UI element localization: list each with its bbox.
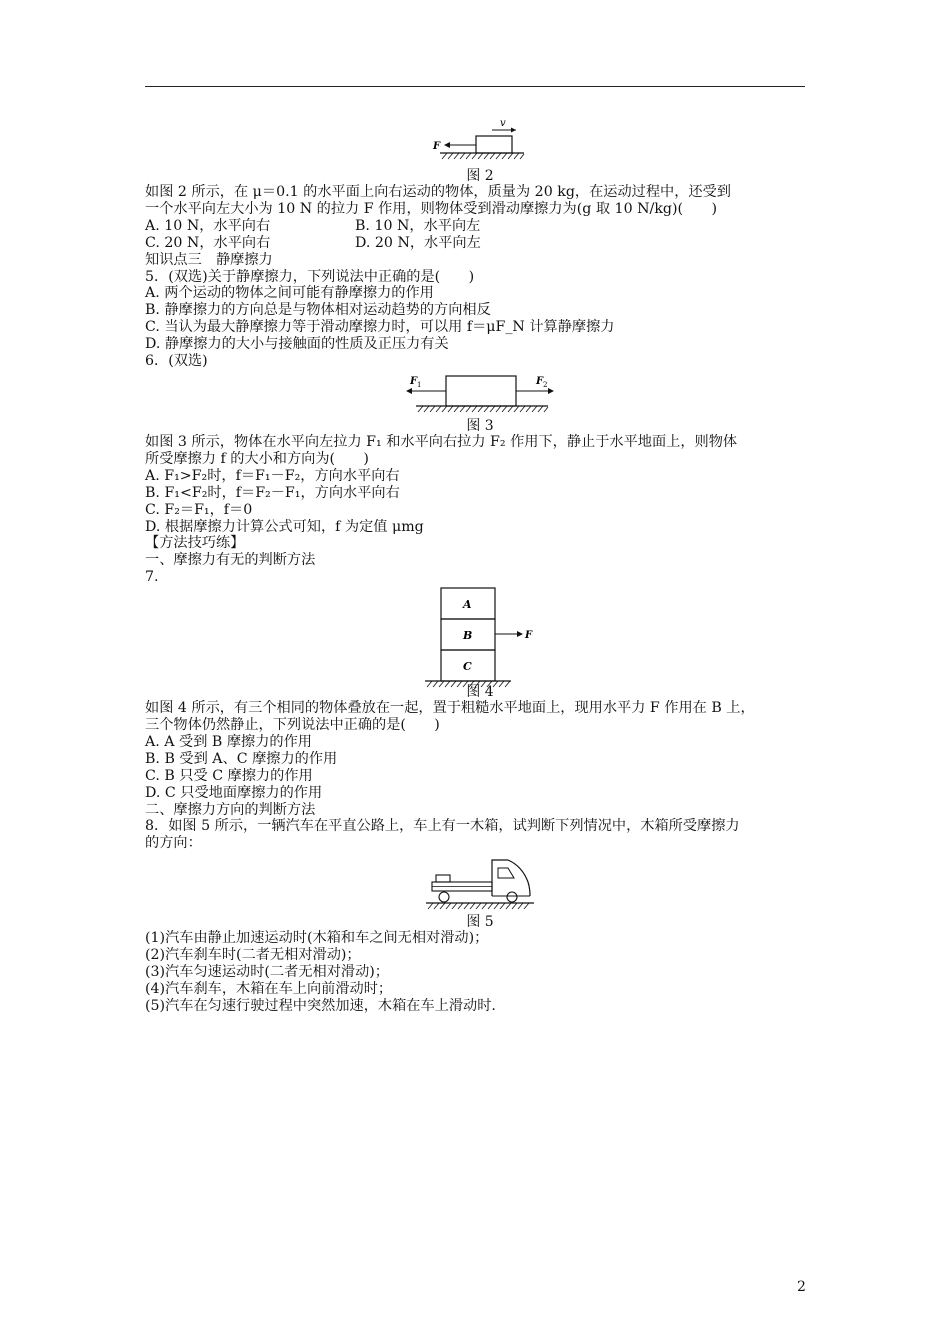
page-content [145, 116, 815, 1015]
figure-3 [145, 370, 815, 434]
q6-stem-line1: 如图 3 所示，物体在水平向左拉力 F₁ 和水平向右拉力 F₂ 作用下，静止于水平地面上，则物体 [145, 433, 738, 450]
block [446, 376, 516, 406]
q8-situation-1: (1)汽车由静止加速运动时(木箱和车之间无相对滑动)； [145, 930, 489, 947]
method-1-heading: 一、摩擦力有无的判断方法 [145, 552, 316, 569]
q6-option-a: A. F₁>F₂时，f＝F₁－F₂，方向水平向右 [145, 467, 400, 484]
method-practice-heading: 【方法技巧练】 [145, 535, 245, 552]
q8-situation-2: (2)汽车刹车时(二者无相对滑动)； [145, 947, 361, 964]
q8-situation-4: (4)汽车刹车，木箱在车上向前滑动时； [145, 981, 393, 997]
q7-option-a: A. A 受到 B 摩擦力的作用 [145, 733, 312, 750]
figure-4-drawing [415, 586, 545, 692]
q7-stem-line2: 三个物体仍然静止，下列说法中正确的是( ) [145, 717, 440, 734]
q7-option-b: B. B 受到 A、C 摩擦力的作用 [145, 750, 338, 767]
force-label: F [433, 141, 441, 152]
force-f2-subscript: 2 [543, 380, 548, 389]
figure-5-drawing [422, 856, 538, 918]
q7-option-d: D. C 只受地面摩擦力的作用 [145, 784, 323, 801]
q4-stem-line1: 如图 2 所示，在 μ＝0.1 的水平面上向右运动的物体，质量为 20 kg，在运动过程中，还受到 [145, 184, 731, 200]
figure-3-drawing [400, 370, 560, 418]
q4-option-b: B. 10 N，水平向左 [355, 217, 481, 234]
front-wheel [507, 892, 517, 902]
q4-option-a: A. 10 N，水平向右 [145, 217, 271, 234]
q7-option-c: C. B 只受 C 摩擦力的作用 [145, 767, 313, 784]
section-heading-static-friction: 知识点三 静摩擦力 [145, 251, 273, 268]
figure-2-caption: 图 2 [466, 168, 494, 184]
block-b-label: B [463, 629, 473, 643]
velocity-label: v [500, 118, 506, 129]
q8-stem-line2: 的方向： [145, 835, 202, 852]
q7-stem-line1: 如图 4 所示，有三个相同的物体叠放在一起，置于粗糙水平地面上，现用水平力 F 作用在 B 上， [145, 700, 755, 717]
figure-5 [145, 856, 815, 930]
q8-situation-3: (3)汽车匀速运动时(二者无相对滑动)； [145, 964, 389, 981]
q5-option-d: D. 静摩擦力的大小与接触面的性质及正压力有关 [145, 336, 449, 353]
page-number: 2 [797, 1279, 806, 1295]
q6-stem-line2: 所受摩擦力 f 的大小和方向为( ) [145, 450, 369, 467]
figure-4 [145, 586, 815, 700]
q5-option-a: A. 两个运动的物体之间可能有静摩擦力的作用 [145, 285, 434, 302]
q6-option-c: C. F₂＝F₁，f＝0 [145, 501, 253, 518]
method-2-heading: 二、摩擦力方向的判断方法 [145, 801, 316, 818]
q8-stem-line1: 8．如图 5 所示，一辆汽车在平直公路上，车上有一木箱，试判断下列情况中，木箱所受摩擦力 [145, 818, 740, 835]
figure-5-caption: 图 5 [466, 914, 494, 931]
block-c-label: C [463, 660, 472, 674]
force-label: F [525, 630, 533, 642]
rear-wheel [439, 892, 449, 902]
q6-option-d: D. 根据摩擦力计算公式可知，f 为定值 μmg [145, 518, 424, 535]
figure-3-caption: 图 3 [466, 417, 494, 434]
figure-2 [145, 116, 815, 184]
block-a-label: A [463, 598, 472, 612]
force-f1-subscript: 1 [417, 380, 422, 389]
q5-option-b: B. 静摩擦力的方向总是与物体相对运动趋势的方向相反 [145, 302, 491, 319]
q5-stem: 5．(双选)关于静摩擦力，下列说法中正确的是( ) [145, 268, 475, 285]
q7-stem: 7. [145, 569, 159, 586]
figure-4-caption: 图 4 [466, 684, 494, 701]
q4-option-d: D. 20 N，水平向左 [355, 234, 481, 251]
force-f1-label: F [410, 375, 418, 387]
q5-option-c: C. 当认为最大静摩擦力等于滑动摩擦力时，可以用 f＝μF_N 计算静摩擦力 [145, 319, 615, 336]
q4-stem-line2: 一个水平向左大小为 10 N 的拉力 F 作用，则物体受到滑动摩擦力为(g 取 10 N/kg)( ) [145, 200, 717, 217]
figure-2-drawing [430, 116, 530, 168]
q6-option-b: B. F₁<F₂时，f＝F₂－F₁，方向水平向右 [145, 484, 400, 501]
block [476, 136, 512, 153]
q8-situation-5: (5)汽车在匀速行驶过程中突然加速，木箱在车上滑动时. [145, 997, 496, 1014]
force-f2-label: F [536, 375, 544, 387]
wooden-box [436, 875, 450, 882]
q4-option-c: C. 20 N，水平向右 [145, 234, 271, 251]
q6-stem: 6．(双选) [145, 353, 208, 370]
header-rule [145, 86, 805, 87]
